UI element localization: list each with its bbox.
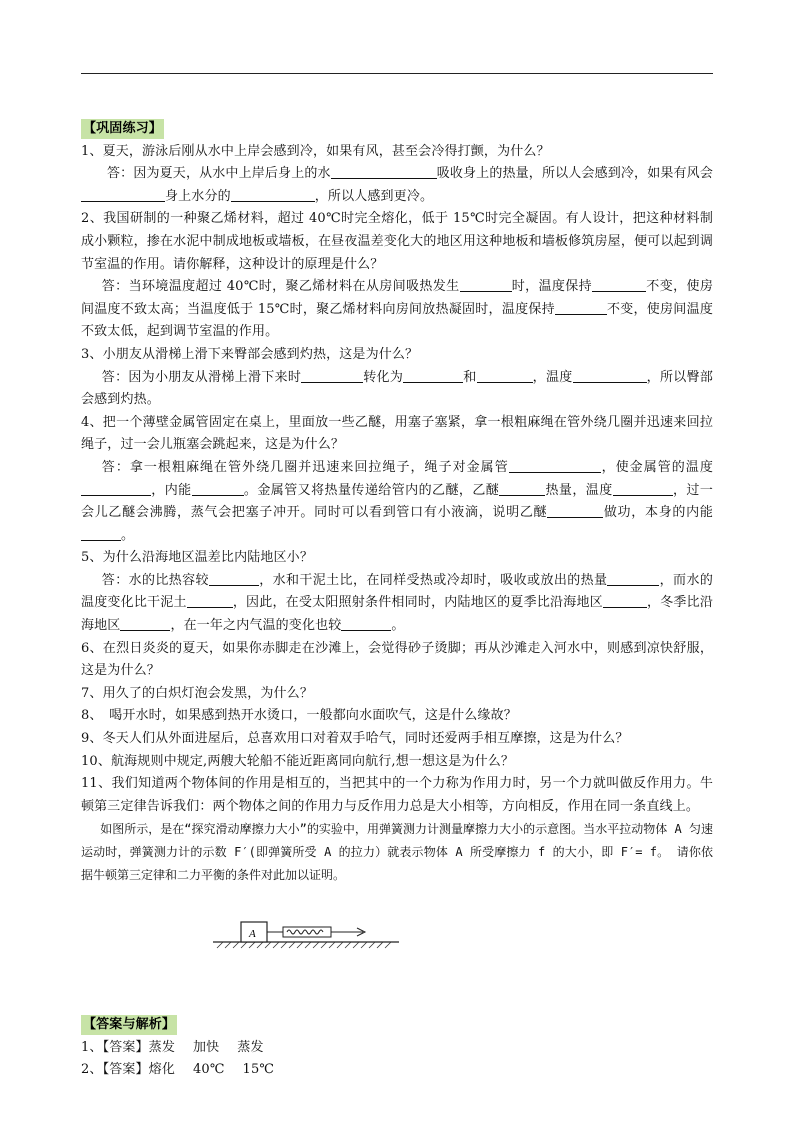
section-title-practice: 【巩固练习】	[81, 118, 713, 141]
answer-blank	[460, 276, 512, 292]
answer-blank	[231, 186, 315, 202]
question-11: 11、我们知道两个物体间的作用是相互的，当把其中的一个力称为作用力时，另一个力就叫做反作用力。牛顿第三定律告诉我们：两个物体之间的作用力与反作用力总是大小相等，方向相反，作用在同一条直线上。	[81, 776, 713, 814]
answer-blank	[341, 615, 391, 631]
answer-1: 答：因为夏天，从水中上岸后身上的水 吸收身上的热量，所以人会感到冷，如果有风会身上水分的 ，所以人感到更冷。	[81, 163, 713, 208]
answer-blank	[509, 457, 601, 473]
document-body	[81, 118, 713, 1082]
answer-blank	[81, 186, 165, 202]
question-9: 9、冬天人们从外面进屋后，总喜欢用口对着双手哈气，同时还爱两手相互摩擦，这是为什么？	[81, 731, 629, 747]
question-8: 8、 喝开水时，如果感到热开水烫口，一般都向水面吹气，这是什么缘故？	[81, 708, 517, 724]
answer-blank	[555, 299, 607, 315]
answer-4: 答：拿一根粗麻绳在管外绕几圈并迅速来回拉绳子，绳子对金属管 ，使金属管的温度，内能 。金属管又将热量传递给管内的乙醚，乙醚 热量，温度 ，过一会儿乙醚会沸腾，蒸气会把塞子冲开。同时可以看到管口有小液滴，说明乙醚 做功，本身的内能。	[81, 457, 713, 547]
answer-5: 答：水的比热容较 ，水和干泥土比，在同样受热或冷却时，吸收或放出的热量 ，而水的温度变化比干泥土 ，因此，在受太阳照射条件相同时，内陆地区的夏季比沿海地区 ，冬季比沿海地区 ，在一年之内气温的变化也较 。	[81, 570, 713, 638]
friction-experiment-diagram	[81, 892, 713, 964]
answer-blank	[81, 525, 121, 541]
answer-blank	[301, 367, 363, 383]
answer-blank	[192, 480, 244, 496]
answer-blank	[499, 480, 545, 496]
friction-diagram-svg	[81, 892, 713, 964]
answer-blank	[120, 615, 170, 631]
section-title-answers: 【答案与解析】	[81, 1014, 713, 1037]
answer-2: 答：当环境温度超过 40℃时，聚乙烯材料在从房间吸热发生 时，温度保持 不变，使房间温度不致太高；当温度低于 15℃时，聚乙烯材料向房间放热凝固时，温度保持 不变，使房间温度不致太低，起到调节室温的作用。	[81, 276, 713, 344]
answer-blank	[187, 592, 233, 608]
answer-key-2: 2、【答案】熔化 40℃ 15℃	[81, 1062, 275, 1078]
answer-key-1: 1、【答案】蒸发 加快 蒸发	[81, 1039, 264, 1055]
question-10: 10、航海规则中规定,两艘大轮船不能近距离同向航行,想一想这是为什么？	[81, 753, 515, 769]
answer-blank	[607, 570, 659, 586]
question-5: 5、为什么沿海地区温差比内陆地区小？	[81, 550, 313, 566]
answer-blank	[613, 480, 673, 496]
answer-blank	[592, 276, 646, 292]
question-6: 6、在烈日炎炎的夏天，如果你赤脚走在沙滩上，会觉得砂子烫脚；再从沙滩走入河水中，则感到凉快舒服，这是为什么？	[81, 640, 713, 679]
table-hatching	[217, 942, 391, 948]
question-4: 4、把一个薄壁金属管固定在桌上，里面放一些乙醚，用塞子塞紧，拿一根粗麻绳在管外绕几圈并迅速来回拉绳子，过一会儿瓶塞会跳起来，这是为什么？	[81, 414, 713, 453]
answer-blank	[547, 502, 603, 518]
block-a-label: A	[249, 928, 256, 941]
answer-blank	[331, 163, 437, 179]
question-11-proof: 如图所示，是在“探究滑动摩擦力大小”的实验中，用弹簧测力计测量摩擦力大小的示意图。当水平拉动物体 A 匀速运动时，弹簧测力计的示数 F′(即弹簧所受 A 的拉力）就表示物体 A 所受摩擦力 f 的大小，即 F′= f。 请你依据牛顿第三定律和二力平衡的条件对此加以证明。	[81, 822, 713, 882]
answer-blank	[603, 592, 647, 608]
answer-blank	[209, 570, 259, 586]
answer-3: 答：因为小朋友从滑梯上滑下来时 转化为 和 ，温度 ，所以臀部会感到灼热。	[81, 367, 713, 412]
question-1: 1、夏天，游泳后刚从水中上岸会感到冷，如果有风，甚至会冷得打颤，为什么？	[81, 143, 550, 159]
question-2: 2、我国研制的一种聚乙烯材料，超过 40℃时完全熔化，低于 15℃时完全凝固。有人设计，把这种材料制成小颗粒，掺在水泥中制成地板或墙板，在昼夜温差变化大的地区用这种地板和墙板修筑房屋，便可以起到调节室温的作用。请你解释，这种设计的原理是什么？	[81, 211, 713, 272]
answer-blank	[81, 480, 151, 496]
question-3: 3、小朋友从滑梯上滑下来臀部会感到灼热，这是为什么？	[81, 346, 419, 362]
header-rule	[81, 73, 713, 74]
question-7: 7、用久了的白炽灯泡会发黑，为什么？	[81, 685, 313, 701]
answer-blank	[573, 367, 647, 383]
answer-blank	[477, 367, 533, 383]
answer-blank	[403, 367, 463, 383]
